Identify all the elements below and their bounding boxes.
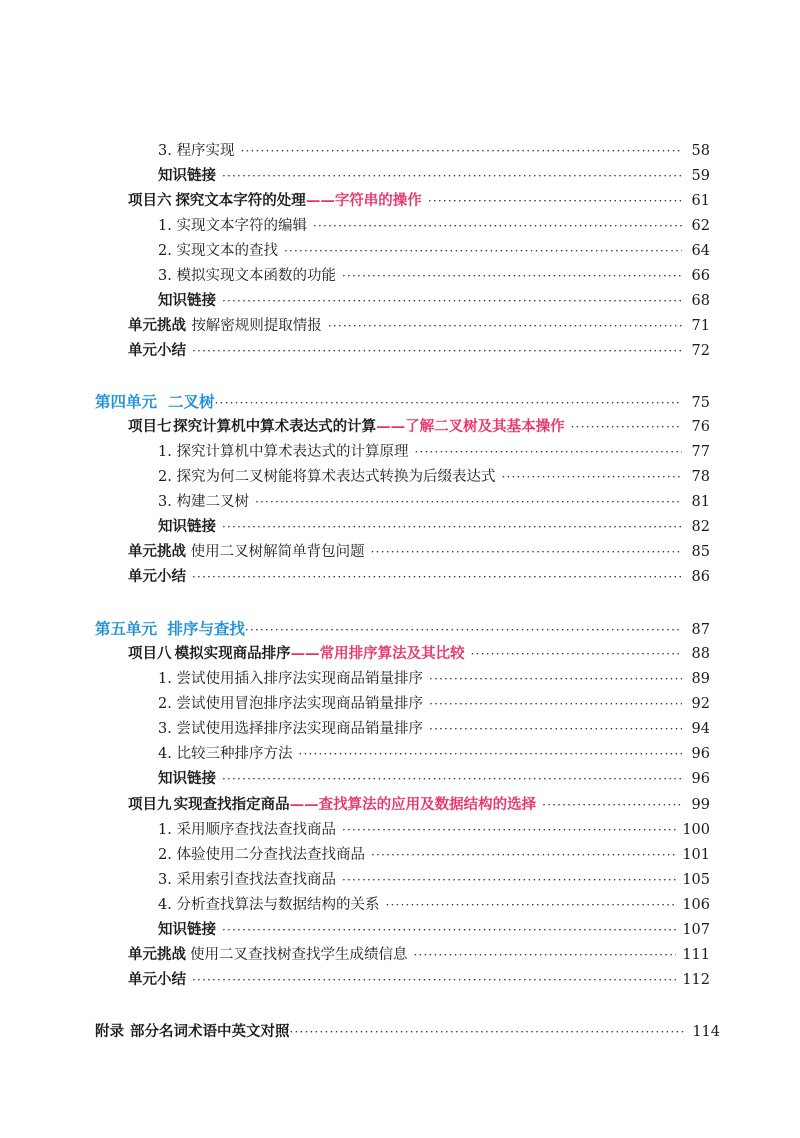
- appendix-label: 附录: [95, 1023, 124, 1040]
- toc-entry-section[interactable]: [158, 692, 710, 716]
- leader-dots: [284, 239, 682, 263]
- toc-entry-section[interactable]: [158, 239, 710, 263]
- leader-dots: [471, 642, 682, 666]
- toc-entry-label: 3. 构建二叉树: [158, 494, 249, 510]
- page-number: 76: [691, 419, 710, 435]
- page-number: 61: [691, 193, 710, 209]
- page-number: 66: [691, 268, 710, 284]
- toc-entry-section[interactable]: [158, 139, 710, 163]
- unit-number: 第五单元: [95, 620, 158, 638]
- project-title: 实现查找指定商品: [173, 796, 290, 813]
- page-number: 99: [691, 797, 710, 813]
- page-number: 96: [691, 771, 710, 787]
- page-number: 72: [691, 343, 710, 359]
- leader-dots: [542, 793, 682, 817]
- page-number: 75: [691, 395, 710, 411]
- page-number: 78: [691, 469, 710, 485]
- toc-entry-label: 1. 采用顺序查找法查找商品: [158, 822, 336, 838]
- project-subtitle: ——查找算法的应用及数据结构的选择: [289, 796, 537, 813]
- toc-entry-project[interactable]: [128, 189, 710, 213]
- project-title: 模拟实现商品排序: [174, 645, 291, 662]
- toc-entry-section[interactable]: [158, 742, 710, 766]
- toc-entry-label: 3. 模拟实现文本函数的功能: [158, 268, 336, 284]
- unit-title: 二叉树: [168, 393, 215, 411]
- toc-entry-label: 3. 采用索引查找法查找商品: [158, 872, 336, 888]
- toc-entry-section[interactable]: [158, 465, 710, 489]
- toc-entry-section[interactable]: [158, 717, 710, 741]
- leader-dots: [414, 440, 682, 464]
- leader-dots: [245, 618, 682, 642]
- page-number: 112: [682, 972, 710, 988]
- leader-dots: [192, 968, 676, 992]
- leader-dots: [222, 515, 682, 539]
- leader-dots: [215, 391, 682, 415]
- toc-entry-label: 单元挑战: [128, 946, 186, 963]
- unit-number: 第四单元: [95, 393, 158, 411]
- toc-entry-knowledge-link[interactable]: [158, 918, 710, 942]
- toc-entry-section[interactable]: [158, 893, 710, 917]
- leader-dots: [342, 868, 676, 892]
- leader-dots: [222, 289, 682, 313]
- leader-dots: [413, 943, 676, 967]
- toc-entry-appendix[interactable]: [95, 1020, 720, 1044]
- challenge-title: 按解密规则提取情报: [191, 318, 322, 334]
- appendix-title: 部分名词术语中英文对照: [129, 1023, 290, 1040]
- project-subtitle: ——了解二叉树及其基本操作: [376, 418, 565, 435]
- toc-entry-unit-summary[interactable]: [128, 339, 710, 363]
- toc-entry-label: 2. 实现文本的查找: [158, 243, 278, 259]
- toc-entry-label: 2. 探究为何二叉树能将算术表达式转换为后缀表达式: [158, 469, 496, 485]
- page-number: 106: [682, 897, 710, 913]
- toc-entry-knowledge-link[interactable]: [158, 515, 710, 539]
- toc-entry-label: 3. 尝试使用选择排序法实现商品销量排序: [158, 721, 423, 737]
- page-number: 92: [691, 696, 710, 712]
- page-number: 105: [682, 872, 710, 888]
- toc-entry-knowledge-link[interactable]: [158, 289, 710, 313]
- leader-dots: [429, 692, 682, 716]
- leader-dots: [371, 540, 682, 564]
- toc-entry-label: 单元小结: [128, 342, 186, 359]
- leader-dots: [571, 415, 682, 439]
- leader-dots: [222, 918, 676, 942]
- toc-entry-unit[interactable]: [95, 390, 710, 414]
- page-number: 96: [691, 746, 710, 762]
- toc-entry-label: 单元小结: [128, 971, 186, 988]
- toc-entry-section[interactable]: [158, 264, 710, 288]
- toc-entry-label: 单元挑战: [128, 543, 186, 560]
- project-number: 项目九: [128, 796, 172, 813]
- page-number: 77: [691, 444, 710, 460]
- leader-dots: [313, 214, 682, 238]
- toc-entry-unit-challenge[interactable]: [128, 540, 710, 564]
- project-number: 项目六: [128, 192, 172, 209]
- page-number: 101: [682, 847, 710, 863]
- leader-dots: [192, 339, 682, 363]
- toc-entry-unit[interactable]: [95, 617, 710, 641]
- page-number: 85: [691, 544, 710, 560]
- toc-entry-label: 知识链接: [158, 167, 216, 184]
- toc-entry-section[interactable]: [158, 214, 710, 238]
- toc-entry-project[interactable]: [128, 793, 710, 817]
- toc-entry-label: 1. 探究计算机中算术表达式的计算原理: [158, 444, 409, 460]
- leader-dots: [385, 893, 676, 917]
- page-number: 71: [691, 318, 710, 334]
- project-title: 探究计算机中算术表达式的计算: [173, 418, 377, 435]
- page-number: 88: [691, 646, 710, 662]
- toc-entry-label: 3. 程序实现: [158, 143, 235, 159]
- project-subtitle: ——常用排序算法及其比较: [290, 645, 465, 662]
- unit-title: 排序与查找: [167, 620, 245, 638]
- challenge-title: 使用二叉树解简单背包问题: [190, 544, 365, 560]
- leader-dots: [255, 490, 682, 514]
- toc-entry-label: 知识链接: [158, 921, 216, 938]
- page-number: 86: [691, 569, 710, 585]
- leader-dots: [371, 843, 676, 867]
- leader-dots: [342, 264, 682, 288]
- leader-dots: [298, 742, 682, 766]
- page-number: 64: [691, 243, 710, 259]
- project-title: 探究文本字符的处理: [175, 192, 306, 209]
- toc-entry-section[interactable]: [158, 667, 710, 691]
- toc-entry-section[interactable]: [158, 818, 710, 842]
- page-number: 58: [691, 143, 710, 159]
- page-number: 100: [682, 822, 710, 838]
- toc-entry-unit-summary[interactable]: [128, 968, 710, 992]
- page-number: 107: [682, 922, 710, 938]
- toc-entry-knowledge-link[interactable]: [158, 164, 710, 188]
- project-number: 项目八: [128, 645, 172, 662]
- page-number: 89: [691, 671, 710, 687]
- page-number: 59: [691, 168, 710, 184]
- page-number: 94: [691, 721, 710, 737]
- toc-entry-label: 1. 尝试使用插入排序法实现商品销量排序: [158, 671, 423, 687]
- toc-entry-label: 1. 实现文本字符的编辑: [158, 218, 307, 234]
- toc-entry-knowledge-link[interactable]: [158, 767, 710, 791]
- toc-entry-label: 单元挑战: [128, 317, 186, 334]
- toc-entry-section[interactable]: [158, 490, 710, 514]
- toc-entry-label: 4. 分析查找算法与数据结构的关系: [158, 897, 380, 913]
- leader-dots: [192, 565, 682, 589]
- leader-dots: [289, 1020, 686, 1044]
- challenge-title: 使用二叉查找树查找学生成绩信息: [189, 947, 408, 963]
- page-number: 62: [691, 218, 710, 234]
- toc-entry-label: 2. 体验使用二分查找法查找商品: [158, 847, 365, 863]
- toc-entry-label: 知识链接: [158, 770, 216, 787]
- toc-entry-section[interactable]: [158, 868, 710, 892]
- leader-dots: [240, 139, 682, 163]
- project-number: 项目七: [128, 418, 172, 435]
- toc-entry-label: 单元小结: [128, 568, 186, 585]
- page-number: 87: [691, 622, 710, 638]
- page-number: 81: [691, 494, 710, 510]
- page-number: 68: [691, 293, 710, 309]
- toc-entry-project[interactable]: [128, 642, 710, 666]
- project-subtitle: ——字符串的操作: [305, 192, 422, 209]
- toc-entry-section[interactable]: [158, 440, 710, 464]
- toc-entry-label: 知识链接: [158, 292, 216, 309]
- page-number: 114: [692, 1024, 720, 1040]
- toc-entry-label: 4. 比较三种排序方法: [158, 746, 293, 762]
- leader-dots: [222, 767, 682, 791]
- leader-dots: [328, 314, 682, 338]
- leader-dots: [342, 818, 676, 842]
- toc-entry-label: 知识链接: [158, 518, 216, 535]
- leader-dots: [429, 667, 682, 691]
- toc-entry-unit-challenge[interactable]: [128, 314, 710, 338]
- page-number: 111: [682, 947, 710, 963]
- leader-dots: [429, 717, 682, 741]
- toc-entry-unit-summary[interactable]: [128, 565, 710, 589]
- leader-dots: [501, 465, 682, 489]
- toc-entry-project[interactable]: [128, 415, 710, 439]
- leader-dots: [428, 189, 682, 213]
- leader-dots: [222, 164, 682, 188]
- toc-entry-unit-challenge[interactable]: [128, 943, 710, 967]
- page-number: 82: [691, 519, 710, 535]
- toc-entry-section[interactable]: [158, 843, 710, 867]
- toc-entry-label: 2. 尝试使用冒泡排序法实现商品销量排序: [158, 696, 423, 712]
